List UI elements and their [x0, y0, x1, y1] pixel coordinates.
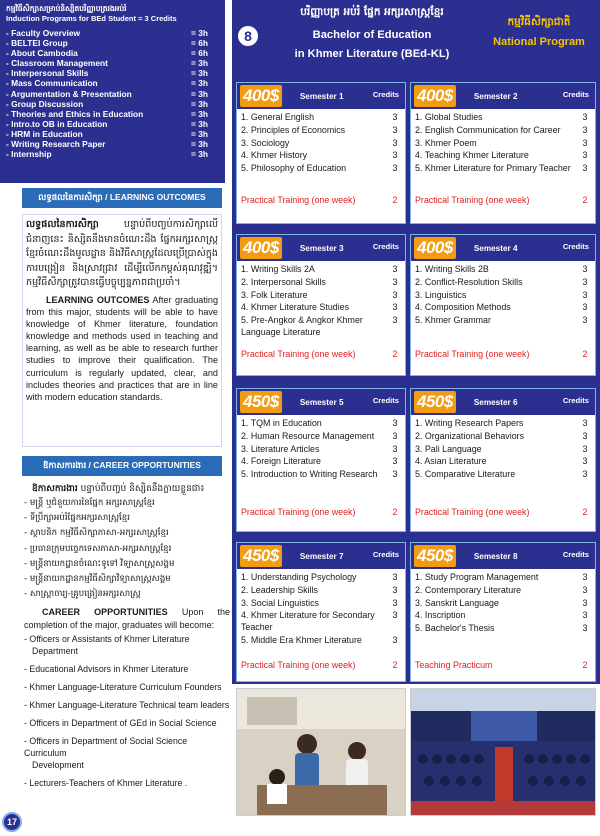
induction-item	[6, 89, 219, 99]
induction-item-hours: = 3h	[191, 118, 208, 129]
induction-item-hours: = 3h	[191, 108, 208, 119]
course-name: 1. General English	[241, 112, 315, 122]
practical-training-credits: 2	[392, 195, 398, 205]
career-kh-list	[24, 496, 230, 602]
course-credits: 3	[392, 572, 398, 582]
semester-card-4	[410, 234, 596, 376]
induction-item-hours: = 3h	[191, 28, 208, 38]
course-item	[241, 610, 401, 634]
course-list	[411, 415, 595, 481]
career-kh-item: - ស្ថាបនិក កម្មវិធីសិក្សាភាសា-អក្សរសាស្ត្រខ្មែរ	[24, 528, 169, 539]
induction-item-label: - Group Discussion	[6, 98, 84, 109]
semester-header	[411, 389, 595, 415]
course-item	[415, 112, 591, 124]
learning-outcomes-kh-text: បន្ទាប់ពីបញ្ចប់ការសិក្សាលើជំនាញនេះ និស្សិតនឹងមានចំណេះដឹង ផ្នែកអក្សរសាស្ត្រខ្មែរចំណេះដឹងមូលដ្ឋាន និងវិធីសាស្ត្រដែលប្រើប្រាស់ក្នុងការបង្រៀន និងស្រាវជ្រាវ ដើម្បីលើកកម្ពស់គុណវុឌ្ឍិ។ កម្មវិធីសិក្សាត្រូវបានធ្វើបច្ចុប្បន្នភាពជាប្រចាំ។	[26, 219, 218, 289]
course-name: 2. Organizational Behaviors	[415, 430, 525, 441]
course-credits: 3	[582, 610, 588, 621]
course-credits: 3	[582, 150, 588, 161]
career-kh-intro	[24, 482, 230, 496]
practical-training-row	[241, 349, 401, 359]
induction-item	[6, 139, 219, 149]
course-name: 3. Social Linguistics	[241, 597, 319, 608]
course-item	[415, 572, 591, 584]
career-en-intro	[24, 606, 230, 630]
classroom-photo	[236, 688, 406, 816]
course-credits: 3	[392, 112, 398, 122]
course-name: 5. Introduction to Writing Research	[241, 469, 378, 480]
career-en-item-continuation: Department	[32, 645, 78, 656]
course-credits: 3	[582, 163, 588, 174]
course-item	[241, 150, 401, 162]
course-item	[241, 469, 401, 481]
career-kh-item: - មន្ត្រីនាយកដ្ឋានចំណេះទូទៅ វិទ្យាសាស្ត្រសង្គម	[24, 558, 175, 569]
induction-item-label: - Classroom Management	[6, 58, 108, 69]
credits-label: Credits	[562, 242, 589, 251]
course-credits: 3	[582, 315, 588, 326]
induction-item	[6, 38, 219, 48]
national-program-label	[484, 8, 594, 64]
course-credits: 3	[582, 584, 588, 595]
practical-training-label: Practical Training (one week)	[241, 195, 356, 205]
practical-training-credits: 2	[582, 195, 588, 205]
course-name: 5. Philosophy of Education	[241, 163, 347, 174]
semester-title: Semester 1	[299, 91, 344, 101]
induction-item	[6, 58, 219, 68]
induction-item-hours: = 3h	[191, 98, 208, 109]
course-item	[415, 163, 591, 175]
course-name: 2. Conflict-Resolution Skills	[415, 276, 523, 287]
credits-label: Credits	[372, 242, 399, 251]
semester-fee: 450$	[240, 391, 282, 413]
course-item	[415, 469, 591, 481]
practical-training-label: Practical Training (one week)	[241, 660, 356, 670]
practical-training-row	[241, 507, 401, 517]
induction-item	[6, 28, 219, 38]
induction-item-hours: = 3h	[191, 139, 208, 150]
course-item	[241, 302, 401, 314]
course-item	[241, 572, 401, 584]
induction-item-label: - Interpersonal Skills	[6, 68, 89, 79]
learning-outcomes-kh	[26, 218, 218, 291]
course-name: 5. Bachelor's Thesis	[415, 623, 495, 634]
course-name: 2. Human Resource Management	[241, 430, 375, 441]
semester-header	[411, 83, 595, 109]
practical-training-label: Practical Training (one week)	[415, 195, 530, 205]
course-name: 1. Writing Skills 2B	[415, 264, 489, 274]
course-name: 5. Khmer Literature for Primary Teacher	[415, 163, 571, 174]
course-credits: 3	[392, 418, 398, 428]
semester-card-2	[410, 82, 596, 224]
induction-item-label: - Mass Communication	[6, 78, 98, 89]
semester-title: Semester 2	[473, 91, 518, 101]
course-item	[415, 623, 591, 635]
course-credits: 3	[582, 264, 588, 274]
induction-item-hours: = 3h	[191, 68, 208, 79]
course-name: 3. Khmer Poem	[415, 137, 477, 148]
left-column	[0, 0, 232, 836]
course-credits: 3	[582, 302, 588, 313]
career-en-intro-text: Upon the completion of the major, graduates will become:	[24, 607, 231, 630]
learning-outcomes-en	[26, 294, 218, 403]
career-en-list	[24, 633, 230, 789]
course-item	[415, 290, 591, 302]
career-en-item-text: - Officers in Department of GEd in Social Science	[24, 717, 217, 728]
induction-item-label: - Faculty Overview	[6, 28, 81, 38]
semester-card-3	[236, 234, 406, 376]
induction-item	[6, 149, 219, 159]
learning-outcomes-en-lead: LEARNING OUTCOMES	[46, 294, 150, 305]
career-kh-item: - ប្រធានក្រុមបច្ចេកទេសភាសា-អក្សរសាស្ត្រខ្មែរ	[24, 543, 172, 554]
career-en-lead: CAREER OPPORTUNITIES	[42, 607, 168, 618]
induction-title-kh: កម្មវិធីសិក្សាសម្រាប់និស្សិតបរិញ្ញាបត្ររងអប់រំ	[6, 4, 127, 13]
course-credits: 3	[582, 469, 588, 480]
learning-outcomes-kh-lead: លទ្ធផលនៃការសិក្សា	[26, 219, 99, 230]
career-en-item	[24, 777, 230, 789]
course-credits: 3	[582, 443, 588, 454]
classroom-photo-illustration	[237, 689, 406, 816]
course-credits: 3	[392, 443, 398, 454]
career-en-item-text: - Officers in Department of Social Science Curriculum	[24, 735, 188, 758]
national-program-en: National Program	[493, 36, 585, 48]
induction-item-hours: = 3h	[191, 88, 208, 99]
induction-item-hours: = 6h	[191, 38, 208, 49]
course-name: 4. Foreign Literature	[241, 456, 321, 467]
course-credits: 3	[392, 276, 398, 287]
course-name: 4. Khmer Literature Studies	[241, 302, 350, 313]
course-name: 1. Writing Research Papers	[415, 418, 524, 428]
practical-training-credits: 2	[392, 660, 398, 670]
program-number-badge: 8	[236, 24, 260, 48]
career-kh-intro-text: បន្ទាប់ពីបញ្ចប់ និស្សិតនឹងក្លាយខ្លួនជា៖	[77, 484, 205, 494]
course-item	[241, 598, 401, 610]
semester-header	[411, 235, 595, 261]
career-opportunities-heading: ឱកាសការងារ / CAREER OPPORTUNITIES	[22, 456, 222, 476]
practical-training-row	[415, 660, 591, 670]
credits-label: Credits	[372, 396, 399, 405]
course-item	[415, 585, 591, 597]
course-name: 1. Understanding Psychology	[241, 572, 357, 582]
course-name: 1. Study Program Management	[415, 572, 539, 582]
induction-item	[6, 119, 219, 129]
semester-card-1	[236, 82, 406, 224]
course-credits: 3	[582, 430, 588, 441]
induction-item-label: - BELTEI Group	[6, 38, 68, 49]
semester-card-6	[410, 388, 596, 532]
course-list	[411, 261, 595, 327]
course-name: 5. Pre-Angkor & Angkor Khmer Language Literature	[241, 315, 363, 337]
course-item	[241, 264, 401, 276]
course-item	[415, 610, 591, 622]
semester-title: Semester 5	[299, 397, 344, 407]
page-number: 17	[2, 812, 22, 832]
practical-training-row	[415, 195, 591, 205]
course-item	[415, 264, 591, 276]
course-name: 2. Leadership Skills	[241, 584, 318, 595]
career-en-item	[24, 717, 230, 729]
course-name: 3. Linguistics	[415, 289, 467, 300]
practical-training-credits: 2	[582, 507, 588, 517]
course-item	[415, 418, 591, 430]
course-name: 3. Literature Articles	[241, 443, 320, 454]
program-header	[232, 0, 600, 72]
learning-outcomes-heading: លទ្ធផលនៃការសិក្សា / LEARNING OUTCOMES	[22, 188, 222, 208]
semester-header	[411, 543, 595, 569]
induction-item-label: - Theories and Ethics in Education	[6, 108, 144, 119]
course-credits: 3	[392, 289, 398, 300]
career-en-item-text: - Khmer Language-Literature Technical team leaders	[24, 699, 230, 710]
semester-title: Semester 8	[473, 551, 518, 561]
induction-item-hours: = 3h	[191, 78, 208, 89]
learning-outcomes-block	[22, 214, 222, 447]
semester-fee: 400$	[414, 237, 456, 259]
course-credits: 3	[392, 137, 398, 148]
induction-item	[6, 78, 219, 88]
course-credits: 3	[582, 456, 588, 467]
national-program-kh: កម្មវិធីសិក្សាជាតិ	[507, 16, 571, 28]
learning-outcomes-en-text: After graduating from this major, students will be able to have knowledge of Khmer literature, foundation knowledge and methods used in teaching and learning, as well as be able to research further studies to improve their qualification. The curriculum is regularly updated, clear, and includes theories and practices that are in line with modern education standards.	[26, 294, 219, 402]
course-name: 1. Writing Skills 2A	[241, 264, 315, 274]
course-list	[237, 109, 405, 175]
course-name: 2. Principles of Economics	[241, 124, 346, 135]
course-credits: 3	[582, 289, 588, 300]
course-name: 3. Folk Literature	[241, 289, 308, 300]
induction-item-label: - HRM in Education	[6, 128, 83, 139]
course-list	[237, 415, 405, 481]
induction-item	[6, 48, 219, 58]
course-credits: 3	[392, 456, 398, 467]
course-credits: 3	[392, 264, 398, 274]
course-item	[415, 598, 591, 610]
course-credits: 3	[392, 163, 398, 174]
induction-item-hours: = 3h	[191, 149, 208, 160]
course-credits: 3	[392, 302, 398, 313]
course-item	[241, 635, 401, 647]
course-item	[241, 444, 401, 456]
practical-training-label: Practical Training (one week)	[241, 349, 356, 359]
practical-training-credits: 2	[582, 349, 588, 359]
course-name: 5. Middle Era Khmer Literature	[241, 634, 362, 645]
semester-header	[237, 83, 405, 109]
course-item	[415, 138, 591, 150]
career-en-item	[24, 699, 230, 711]
semester-card-5	[236, 388, 406, 532]
practical-training-credits: 2	[392, 349, 398, 359]
semester-header	[237, 543, 405, 569]
course-credits: 3	[582, 623, 588, 634]
semester-card-8	[410, 542, 596, 682]
induction-item-hours: = 3h	[191, 58, 208, 69]
practical-training-row	[241, 195, 401, 205]
course-name: 4. Khmer Literature for Secondary Teacher	[241, 610, 375, 633]
course-name: 4. Composition Methods	[415, 302, 511, 313]
career-kh-item: - ទីប្រឹក្សាអប់រំផ្នែកអក្សរសាស្ត្រខ្មែរ	[24, 513, 130, 524]
practical-training-row	[415, 349, 591, 359]
practical-training-row	[241, 660, 401, 670]
graduation-photo-illustration	[411, 689, 596, 816]
course-item	[241, 277, 401, 289]
career-en-item-text: - Educational Advisors in Khmer Literature	[24, 663, 189, 674]
credits-label: Credits	[372, 550, 399, 559]
course-credits: 3	[392, 610, 398, 621]
practical-training-credits: 2	[392, 507, 398, 517]
career-kh-item: - មន្ត្រី ឬជំនួយការនៃផ្នែក អក្សរសាស្ត្រខ្មែរ	[24, 498, 155, 508]
induction-item	[6, 129, 219, 139]
induction-item-label: - About Cambodia	[6, 48, 78, 59]
semester-title: Semester 4	[473, 243, 518, 253]
semester-fee: 400$	[240, 237, 282, 259]
program-title-en-line2: in Khmer Literature (BEd-KL)	[294, 48, 450, 60]
career-en-item	[24, 681, 230, 693]
course-item	[241, 315, 401, 339]
course-item	[415, 125, 591, 137]
practical-training-label: Practical Training (one week)	[415, 507, 530, 517]
course-item	[241, 163, 401, 175]
induction-item-label: - Writing Research Paper	[6, 139, 106, 150]
course-list	[237, 261, 405, 339]
career-opportunities-block	[22, 480, 232, 814]
course-item	[415, 456, 591, 468]
course-item	[415, 302, 591, 314]
semester-fee: 450$	[240, 545, 282, 567]
credits-label: Credits	[562, 396, 589, 405]
course-credits: 3	[392, 150, 398, 161]
semester-fee: 400$	[240, 85, 282, 107]
practical-training-row	[415, 507, 591, 517]
course-credits: 3	[582, 124, 588, 135]
career-en-item	[24, 663, 230, 675]
credits-label: Credits	[562, 90, 589, 99]
practical-training-label: Teaching Practicum	[415, 660, 493, 670]
course-name: 4. Teaching Khmer Literature	[415, 150, 529, 161]
course-credits: 3	[392, 124, 398, 135]
induction-item-label: - Internship	[6, 149, 52, 160]
semester-title: Semester 6	[473, 397, 518, 407]
program-title-en-line1: Bachelor of Education	[312, 29, 432, 41]
induction-item-hours: = 3h	[191, 128, 208, 139]
semester-card-7	[236, 542, 406, 682]
credits-label: Credits	[562, 550, 589, 559]
career-en-item	[24, 735, 230, 771]
semester-fee: 450$	[414, 391, 456, 413]
semester-header	[237, 389, 405, 415]
semester-fee: 450$	[414, 545, 456, 567]
course-credits: 3	[392, 315, 398, 326]
course-credits: 3	[582, 597, 588, 608]
career-en-item-text: - Lecturers-Teachers of Khmer Literature .	[24, 777, 188, 788]
career-en-item-text: - Officers or Assistants of Khmer Literature	[24, 633, 190, 644]
course-credits: 3	[392, 469, 398, 480]
practical-training-credits: 2	[582, 660, 588, 670]
course-item	[241, 418, 401, 430]
semester-fee: 400$	[414, 85, 456, 107]
course-list	[237, 569, 405, 647]
course-name: 4. Asian Literature	[415, 456, 487, 467]
course-name: 2. English Communication for Career	[415, 124, 561, 135]
course-credits: 3	[582, 572, 588, 582]
induction-item-label: - Argumentation & Presentation	[6, 88, 132, 99]
semester-title: Semester 3	[299, 243, 344, 253]
career-en-item	[24, 633, 230, 657]
career-en-item-continuation: Development	[32, 759, 84, 770]
course-credits: 3	[582, 418, 588, 428]
semester-header	[237, 235, 405, 261]
course-list	[411, 569, 595, 635]
graduation-photo	[410, 688, 596, 816]
course-credits: 3	[392, 597, 398, 608]
course-credits: 3	[582, 276, 588, 287]
course-item	[415, 315, 591, 327]
course-item	[415, 431, 591, 443]
induction-list	[6, 28, 219, 159]
course-credits: 3	[392, 634, 398, 645]
course-name: 2. Contemporary Literature	[415, 584, 522, 595]
career-kh-item: - សាស្ត្រាចារ្យ-គ្រូបង្រៀនអក្សរសាស្ត្រ	[24, 589, 141, 600]
course-credits: 3	[582, 112, 588, 122]
course-item	[241, 431, 401, 443]
course-name: 5. Khmer Grammar	[415, 315, 491, 326]
program-title-kh: បរិញ្ញាបត្រ អប់រំ ផ្នែក អក្សរសាស្ត្រខ្មែរ	[300, 6, 444, 18]
induction-item	[6, 68, 219, 78]
career-kh-lead: ឱកាសការងារ	[32, 484, 78, 494]
course-name: 4. Inscription	[415, 610, 466, 621]
practical-training-label: Practical Training (one week)	[415, 349, 530, 359]
course-credits: 3	[582, 137, 588, 148]
course-item	[241, 125, 401, 137]
semester-title: Semester 7	[299, 551, 344, 561]
course-item	[241, 290, 401, 302]
course-name: 1. TQM in Education	[241, 418, 322, 428]
course-name: 3. Sanskrit Language	[415, 597, 499, 608]
course-item	[415, 277, 591, 289]
practical-training-label: Practical Training (one week)	[241, 507, 356, 517]
course-name: 3. Sociology	[241, 137, 290, 148]
course-credits: 3	[392, 430, 398, 441]
course-name: 2. Interpersonal Skills	[241, 276, 326, 287]
course-name: 3. Pali Language	[415, 443, 482, 454]
course-item	[241, 456, 401, 468]
course-item	[241, 138, 401, 150]
course-item	[415, 150, 591, 162]
induction-title-en: Induction Programs for BEd Student = 3 Credits	[6, 14, 177, 23]
course-item	[415, 444, 591, 456]
course-item	[241, 585, 401, 597]
course-name: 1. Global Studies	[415, 112, 483, 122]
credits-label: Credits	[372, 90, 399, 99]
course-credits: 3	[392, 584, 398, 595]
course-list	[411, 109, 595, 175]
induction-programs-box	[0, 0, 225, 183]
induction-item-label: - Intro.to OB in Education	[6, 118, 108, 129]
course-item	[241, 112, 401, 124]
course-name: 4. Khmer History	[241, 150, 308, 161]
career-kh-item: - មន្ត្រីនាយកដ្ឋានកម្មវិធីសិក្សាវិទ្យាសាស្ត្រសង្គម	[24, 574, 171, 585]
induction-item	[6, 109, 219, 119]
induction-item	[6, 99, 219, 109]
career-en-item-text: - Khmer Language-Literature Curriculum Founders	[24, 681, 222, 692]
course-name: 5. Comparative Literature	[415, 469, 516, 480]
induction-item-hours: = 6h	[191, 48, 208, 59]
